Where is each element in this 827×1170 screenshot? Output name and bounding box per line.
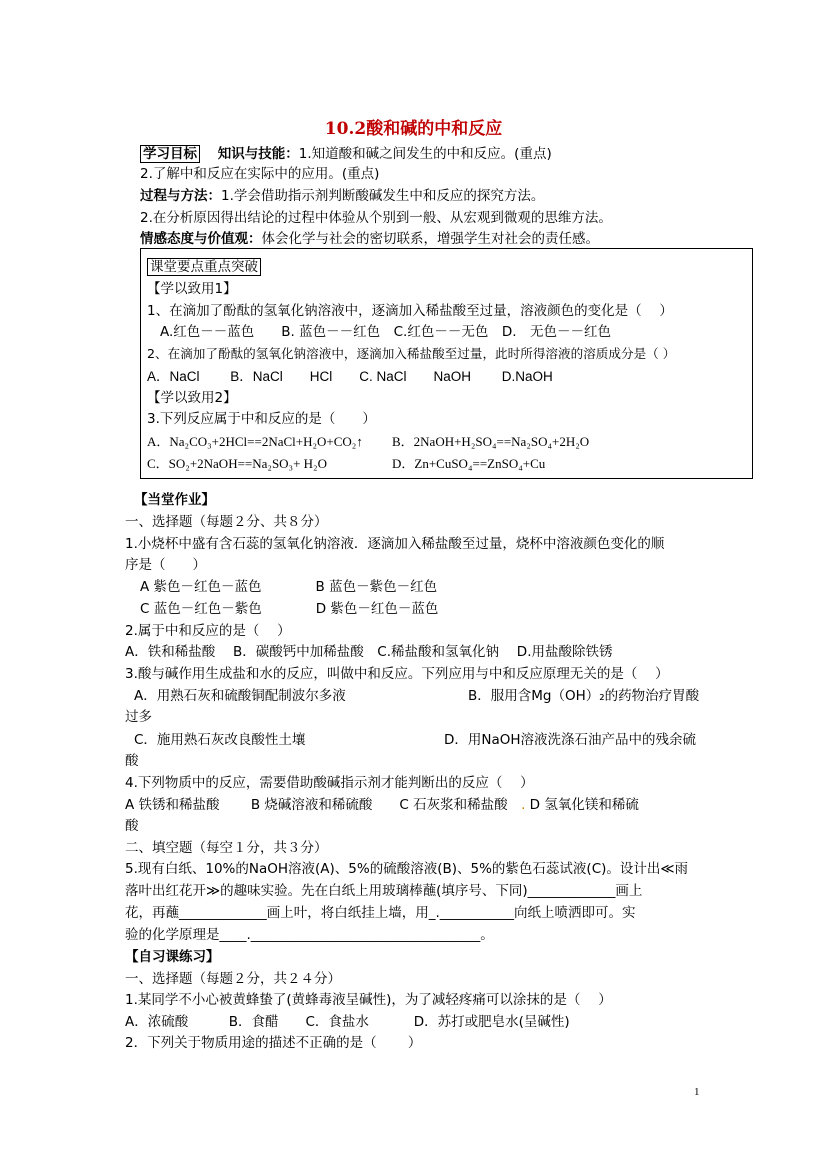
selfpractice-q1: 1.某同学不小心被黄蜂蛰了(黄蜂毒液呈碱性)，为了减轻疼痛可以涂抹的是（ ） xyxy=(125,992,612,1008)
panel-question-1: 1、在滴加了酚酞的氢氧化钠溶液中，逐滴加入稀盐酸至过量，溶液颜色的变化是（ ） xyxy=(147,303,673,319)
homework-q2: 2.属于中和反应的是（ ） xyxy=(125,623,291,639)
process-line-1 xyxy=(140,187,544,205)
homework-q3-option-b: B．服用含Mg（OH）₂的药物治疗胃酸 xyxy=(468,688,700,704)
homework-q1-options-ab: A 紫色－红色－蓝色 B 蓝色－紫色－红色 xyxy=(140,579,438,595)
homework-section-2: 二、填空题（每空１分，共３分） xyxy=(125,840,328,856)
process-2: 2.在分析原因得出结论的过程中体验从个别到一般、从宏观到微观的思维方法。 xyxy=(140,210,612,226)
panel-question-3-option-a: A．Na₂CO₃+2HCl==2NaCl+H₂O+CO₂↑ xyxy=(147,434,363,449)
selfpractice-header: 【自习课练习】 xyxy=(125,949,220,965)
process-1: 1.学会借助指示剂判断酸碱发生中和反应的探究方法。 xyxy=(221,188,545,204)
panel-question-2: 2、在滴加了酚酞的氢氧化钠溶液中，逐滴加入稀盐酸至过量，此时所得溶液的溶质成分是（ ） xyxy=(147,346,676,361)
attitude-text: 体会化学与社会的密切联系，增强学生对社会的责任感。 xyxy=(261,231,599,247)
homework-q3-option-c: C．施用熟石灰改良酸性土壤 xyxy=(134,732,306,748)
panel-header: 课堂要点重点突破 xyxy=(147,258,261,276)
panel-question-2-options: A．NaCl B．NaCl HCl C. NaCl NaOH D.NaOH xyxy=(147,369,553,384)
homework-q5-line-3: 花，再蘸_____________画上叶，将白纸挂上墙，用_.___________向纸上喷洒即可。实 xyxy=(125,905,636,921)
homework-q4-cont: 酸 xyxy=(125,818,139,834)
homework-q3-option-a: A．用熟石灰和硫酸铜配制波尔多液 xyxy=(134,688,346,704)
panel-question-3: 3.下列反应属于中和反应的是（ ） xyxy=(147,411,376,427)
panel-question-3-option-c: C．SO₂+2NaOH==Na₂SO₃+ H₂O xyxy=(147,456,327,471)
homework-q1-line-1: 1.小烧杯中盛有含石蕊的氢氧化钠溶液．逐滴加入稀盐酸至过量，烧杯中溶液颜色变化的顺 xyxy=(125,536,665,552)
page-title: 10.2酸和碱的中和反应 xyxy=(324,119,503,139)
homework-q2-options: A．铁和稀盐酸 B．碳酸钙中加稀盐酸 C.稀盐酸和氢氧化钠 D.用盐酸除铁锈 xyxy=(125,644,613,660)
homework-section-1: 一、选择题（每题２分、共８分） xyxy=(125,514,328,530)
knowledge-label: 知识与技能： xyxy=(217,146,299,162)
panel-question-3-option-d: D．Zn+CuSO₄==ZnSO₄+Cu xyxy=(392,456,546,471)
homework-q5-line-1: 5.现有白纸、10%的NaOH溶液(A)、5%的硫酸溶液(B)、5%的紫色石蕊试液(C)。设计出≪雨 xyxy=(125,861,689,877)
knowledge-1: 1.知道酸和碱之间发生的中和反应。(重点) xyxy=(298,146,552,162)
homework-header: 【当堂作业】 xyxy=(134,492,215,508)
panel-question-3-option-b: B．2NaOH+H₂SO₄==Na₂SO₄+2H₂O xyxy=(392,434,590,449)
section-apply-2: 【学以致用2】 xyxy=(147,390,237,406)
selfpractice-section-1: 一、选择题（每题２分，共２４分） xyxy=(125,971,341,987)
homework-q1-options-cd: C 蓝色－红色－紫色 D 紫色－红色－蓝色 xyxy=(140,601,439,617)
homework-q4-options: A 铁锈和稀盐酸 B 烧碱溶液和稀硫酸 C 石灰浆和稀盐酸 . D 氢氧化镁和稀硫 xyxy=(125,797,639,813)
homework-q5-line-4: 验的化学原理是____.__________________________________。 xyxy=(125,927,494,943)
stray-dot: . xyxy=(521,797,526,813)
attitude-label: 情感态度与价值观： xyxy=(140,231,262,247)
selfpractice-q2: 2．下列关于物质用途的描述不正确的是（ ） xyxy=(125,1035,422,1051)
objectives-line-1 xyxy=(140,145,552,163)
process-label: 过程与方法： xyxy=(140,188,221,204)
homework-q1-line-2: 序是（ ） xyxy=(125,557,206,573)
section-apply-1: 【学以致用1】 xyxy=(147,281,237,297)
homework-q4: 4.下列物质中的反应，需要借助酸碱指示剂才能判断出的反应（ ） xyxy=(125,775,534,791)
homework-q5-line-2: 落叶出红花开≫的趣味实验。先在白纸上用玻璃棒蘸(填序号、下同)_____________画上 xyxy=(125,883,643,899)
homework-q3-option-b-cont: 过多 xyxy=(125,709,152,725)
objectives-box-label: 学习目标 xyxy=(140,145,200,163)
panel-question-1-options: A.红色－－蓝色 B. 蓝色－－红色 C.红色－－无色 D. 无色－－红色 xyxy=(160,324,612,340)
homework-q3: 3.酸与碱作用生成盐和水的反应，叫做中和反应。下列应用与中和反应原理无关的是（ ） xyxy=(125,666,669,682)
homework-q3-option-d-cont: 酸 xyxy=(125,753,139,769)
selfpractice-q1-options: A．浓硫酸 B．食醋 C．食盐水 D．苏打或肥皂水(呈碱性) xyxy=(125,1014,570,1030)
attitude-line xyxy=(140,230,599,248)
page-number: 1 xyxy=(694,1086,700,1098)
homework-q3-option-d: D．用NaOH溶液洗涤石油产品中的残余硫 xyxy=(444,732,697,748)
knowledge-2: 2.了解中和反应在实际中的应用。(重点) xyxy=(140,166,380,182)
